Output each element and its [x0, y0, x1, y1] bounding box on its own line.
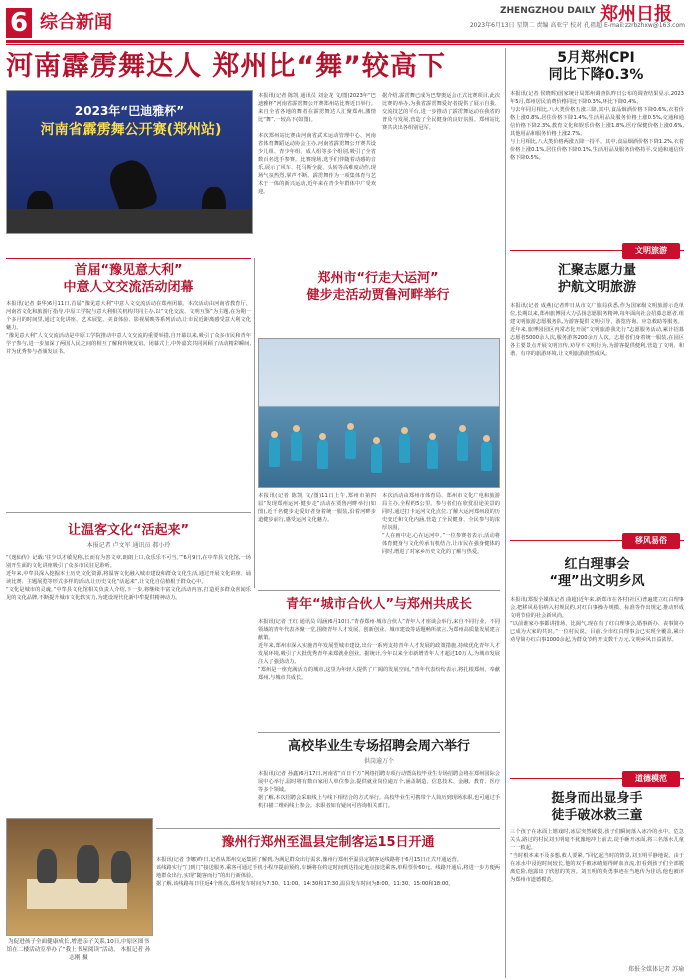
- walk-title: [258, 270, 498, 304]
- divider: [156, 828, 500, 829]
- divider: [6, 512, 251, 513]
- walker-figure: [399, 433, 410, 463]
- jobs-body: 本报讯(记者 孙鑫)6月17日,河南省“百日千万”网络招聘专项行动暨高校毕业生专场招聘会将在郑州国际会展中心举行,届时将有数百家用人单位参会,提供就业岗位逾万个,涵盖制造、信息技术、金融、教育、医疗等多个领域。 据了解,本次招聘会采取线上与线下相结合的方式举行。高校毕业生可携带个人简历到现场求职,也可通过手机扫描二维码线上参会。求职者如有疑问可咨询相关部门。: [258, 771, 500, 809]
- breaking-lead: 本报讯(记者 陈凯 通讯员 刘金龙 文/图)2023年“巴迪雅杯”河南省霹雳舞公开赛郑州站比赛近日举行。来自全省各地的舞者在霹雳舞达人汇聚郑州,激情比“舞”,一较高下(如图)。: [258, 93, 376, 123]
- jobs-title: 高校毕业生专场招聘会周六举行: [287, 739, 470, 754]
- custom-title-line2: “理”出文明乡风: [549, 574, 645, 589]
- cooperate-title: 青年“城市合伙人”与郑州共成长: [285, 597, 473, 612]
- tourism-title-line2: 护航文明旅游: [557, 280, 636, 295]
- civility-byline: 本报记者 卢文军 通讯员 郝小玲: [86, 542, 171, 549]
- walker-figure: [481, 441, 492, 471]
- custom-body: 本报讯(郑报全媒体记者 曲超)近年来,新郑市在各村(社区)普遍建立红白理事会,把移风易俗纳入村规民约,对红白事操办规模、标准等作出规定,推动形成文明节俭的社会新风尚。 “以前谁家办事都讲排场、比阔气,现在有了红白理事会,婚事新办、丧事简办已成为大家的共识。”一位村民说。目前,全市红白理事会已实现全覆盖,累计劝导简办红白事1000余起,为群众节约开支数千万元,文明乡风日益浓厚。: [510, 597, 684, 643]
- walker-figure: [371, 443, 382, 473]
- reading-photo: [6, 818, 153, 936]
- brand-logo: 郑州日报: [600, 4, 672, 25]
- model-byline: 郑报全媒体记者 苏瑜: [628, 966, 684, 973]
- tourism-tag: 文明旅游: [622, 243, 680, 259]
- table-shape: [27, 879, 127, 909]
- banner-line1: 2023年“巴迪雅杯”: [74, 104, 185, 118]
- divider: [258, 732, 500, 733]
- page-number: 6: [6, 8, 32, 38]
- model-title-line1: 挺身而出显身手: [551, 791, 643, 806]
- masthead-rule-thin: [6, 44, 684, 45]
- cpi-title-line2: 同比下降0.3%: [548, 67, 644, 83]
- section-title: 综合新闻: [40, 12, 112, 33]
- dancer-figure: [105, 156, 160, 217]
- stage-floor: [7, 209, 252, 233]
- italy-title: [6, 262, 251, 296]
- tourism-body: 本报讯(记者 成燕)记者昨日从市文广旅局获悉,作为国家级文明旅游示范单位,长期以来,郑州旅博园大力弘扬志愿服务精神,每年面向社会招募志愿者,组建文明旅游志愿服务队,为游客提供文明引导、游览咨询、应急救助等服务。 近年来,旅博园园区内常态化开展“文明旅游我先行”志愿服务活动,累计招募志愿者5000余人次,服务游客200余万人次。志愿者们身着统一服装,在园区各主要景点开展文明宣传,劝导不文明行为,为游客提供便利,营造了文明、和谐、有序的旅游环境,让文明旅游蔚然成风。: [510, 303, 684, 357]
- right-column-divider: [505, 48, 506, 978]
- italy-title-line2: 中意人文交流活动闭幕: [63, 280, 194, 295]
- custom-tag: 移风易俗: [622, 533, 680, 549]
- section-rule: [6, 258, 251, 259]
- model-title-line2: 徒手破冰救三童: [551, 808, 643, 823]
- reading-photo-caption: 为促进孩子全面健康成长,增进亲子关系,10日,中原区图书馆在二楼活动室举办了“我上书屋阅读”活动。 本报记者 孙志刚 摄: [6, 939, 151, 961]
- jobs-byline: 供岗逾万个: [363, 758, 394, 765]
- civility-body: “《逸仙传》记载:‘往少以才敏见称,长而有为善文章,朗朗上口,众乐乐不可当。’”6月9日,在中牟县文化馆,一场别开生面的文化讲座吸引了众多市民驻足聆听。 近年来,中牟县深入挖掘本土历史文化资源,将温客文化融入城市建设和群众文化生活,通过开展文化讲座、诵读比赛、主题展览等形式多样的活动,让历史文化“活起来”,让文化自信植根于群众心中。 “文化是城市的灵魂。”中牟县文化馆相关负责人介绍,下一步,将继续丰富文化活动内容,打造更多群众喜闻乐见的文化品牌,不断提升城市文化软实力,为建设现代化新中牟提供精神动力。: [6, 555, 251, 601]
- walk-caption: 本报讯(记者 陈凯 文/图)11日上午,郑州市第四届“发现郑州运河·健步走”活动在贾鲁河畔举行(如图),近千名健步走爱好者身着统一服装,沿着河畔步道健步前行,感受运河文化魅力。: [258, 493, 376, 523]
- main-headline: 河南霹雳舞达人 郑州比“舞”较高下: [6, 51, 446, 82]
- italy-body: 本报讯(记者 秦华)6月11日,首届“豫见意大利”中意人文交流活动在郑州闭幕。本次活动由河南省教育厅、河南省文化和旅游厅指导,中原工学院与意大利相关机构共同主办,以“文化交流、文明互鉴”为主题,在为期一个多月的时间里,通过文化讲座、艺术展览、美食体验、影视展映等系列活动,让市民近距离感受意大利文化魅力。 “豫见意大利”人文交流活动是中原工学院推动中意人文交流的重要举措,自开幕以来,吸引了众多市民和青年学子参与,进一步加深了两国人民之间的相互了解和传统友谊。闭幕式上,中外嘉宾共同回顾了活动精彩瞬间,并为优秀参与者颁发证书。: [6, 301, 251, 355]
- walker-figure: [291, 431, 302, 461]
- walker-figure: [345, 429, 356, 459]
- breaking-photo: [6, 90, 253, 234]
- dateline: 2023年6月13日 星期二 责编 高亚宁 校对 孔祖超 E-mail:zzrbzhxw@163.com: [469, 22, 685, 29]
- tourism-title: [510, 262, 684, 296]
- breaking-body2: 据介绍,霹雳舞已成为巴黎奥运会正式比赛项目,此次比赛的举办,为我省霹雳舞爱好者提供了展示自我、交流技艺的平台,进一步推动了霹雳舞运动在我省的普及与发展,营造了全民健身的良好氛围。郑州站比赛共决出各组别冠军。: [382, 93, 500, 131]
- walk-photo: [258, 338, 500, 488]
- tourism-title-line1: 汇聚志愿力量: [557, 263, 636, 278]
- divider: [258, 590, 500, 591]
- child-figure: [37, 849, 57, 883]
- walk-title-line1: 郑州市“行走大运河”: [317, 271, 439, 286]
- walker-figure: [269, 437, 280, 467]
- custom-title-line1: 红白理事会: [564, 557, 630, 572]
- child-figure: [111, 851, 131, 883]
- civility-title: 让温客文化“活起来”: [67, 523, 190, 538]
- cpi-title-line1: 5月郑州CPI: [557, 50, 635, 66]
- italy-title-line1: 首届“豫见意大利”: [74, 263, 183, 278]
- masthead-rule: [6, 40, 684, 43]
- child-figure: [77, 845, 99, 883]
- breaking-body: 本次郑州站比赛由河南省武术运动管理中心、河南省体育舞蹈运动协会主办,河南省霹雳舞公开赛共设少儿组、青少年组、成人组等多个组别,吸引了全省数百名选手参赛。比赛现场,选手们伴随着动感的音乐,展示了风车、托马斯全旋、头转等高难度动作,现场气氛热烈,掌声不断。霹雳舞作为一项集体育与艺术于一体的新兴运动,近年来在青少年群体中广受欢迎。: [258, 133, 376, 195]
- walk-body: 本次活动由郑州市体育局、郑州市文化广电和旅游局主办,全程约5公里。参与者们在欣赏沿途美景的同时,通过打卡运河文化点位,了解大运河郑州段的历史变迁和文化内涵,营造了全民健身、全民参与的浓厚氛围。 “人在画中走,心在运河中。”一位参赛者表示,活动将体育健身与文化传承有机结合,让市民在强身健体的同时,增进了对家乡历史文化的了解与热爱。: [382, 493, 500, 555]
- walker-figure: [317, 439, 328, 469]
- cpi-title: [508, 50, 684, 84]
- cpi-body: 本报讯(记者 侯晓辉)国家统计局郑州调查队昨日公布的调查结果显示,2023年5月,郑州居民消费价格同比下降0.3%,环比下降0.4%。 与去年同月相比,八大类价格五涨三降,其中,食品烟酒价格下降0.6%,衣着价格上涨0.8%,居住价格下降1.4%,生活用品及服务价格上涨0.5%,交通和通信价格下降2.3%,教育文化和娱乐价格上涨1.8%,医疗保健价格上涨0.6%,其他用品和服务价格上涨2.7%。 与上月相比,八大类价格两涨五降一持平。其中,食品烟酒价格下降1.2%,衣着价格上涨0.1%,居住价格下降0.1%,生活用品及服务价格持平,交通和通信价格下降0.5%。: [510, 91, 684, 161]
- walker-figure: [427, 439, 438, 469]
- custom-title: [510, 556, 684, 590]
- model-title: [510, 790, 684, 824]
- column-divider: [254, 258, 255, 588]
- transport-title: 豫州行郑州至温县定制客运15日开通: [221, 835, 435, 850]
- brand-english: ZHENGZHOU DAILY: [500, 6, 596, 16]
- walker-figure: [457, 431, 468, 461]
- walk-title-line2: 健步走活动贾鲁河畔举行: [306, 288, 450, 303]
- banner-line2: 河南省霹雳舞公开赛(郑州站): [40, 122, 222, 138]
- cooperate-body: 本报讯(记者 王红 通讯员 周涵)6月10日,“青春郑州·城市合伙人”青年人才座谈会举行,来自不同行业、不同领域的青年代表齐聚一堂,围绕青年人才发展、创新创业、城市建设等话题畅所欲言,为郑州高质量发展建言献策。 近年来,郑州市深入实施青年发展型城市建设,出台一系列支持青年人才发展的政策措施,持续优化青年人才发展环境,吸引了大批优秀青年来郑就业创业。据统计,今年以来全市新增青年人才超过10万人,为城市发展注入了强劲动力。 “郑州是一座充满活力的城市,这里为年轻人提供了广阔的发展空间。”青年代表纷纷表示,将扎根郑州、奉献郑州,与城市共成长。: [258, 619, 500, 681]
- model-tag: 道德模范: [622, 771, 680, 787]
- model-body: 三个孩子在冰面上嬉戏时,冰层突然破裂,孩子们瞬间落入冰冷的水中。危急关头,路过的村民刘玉明毫不犹豫地冲上前去,徒手砸开冰面,将三名落水儿童一一救起。 “当时根本来不及多想,救人要紧。”回忆起当时的情景,刘玉明平静地说。由于在冰水中浸泡时间较长,他的双手被冰碴划得鲜血直流,但看到孩子们全部脱离危险,他露出了欣慰的笑容。刘玉明的英勇事迹在当地传为佳话,他也被评为郑州市道德模范。: [510, 829, 684, 883]
- transport-body: 本报讯(记者 李娜)昨日,记者从郑州交运集团了解到,为满足群众出行需求,豫州行郑州至温县定制客运线路将于6月15日正式开通运营。 该线路实行“门到门”接送服务,乘客可通过手机小程序提前预约,车辆将在约定时间到达指定地点接送乘客,单程票价60元。线路开通后,将进一步方便两地群众出行,实现“随客而行”的出行新体验。 据了解,该线路每日往返4个班次,郑州发车时间为7:30、11:00、14:30和17:30,温县发车时间为8:00、11:30、15:00和18:00。: [156, 857, 500, 887]
